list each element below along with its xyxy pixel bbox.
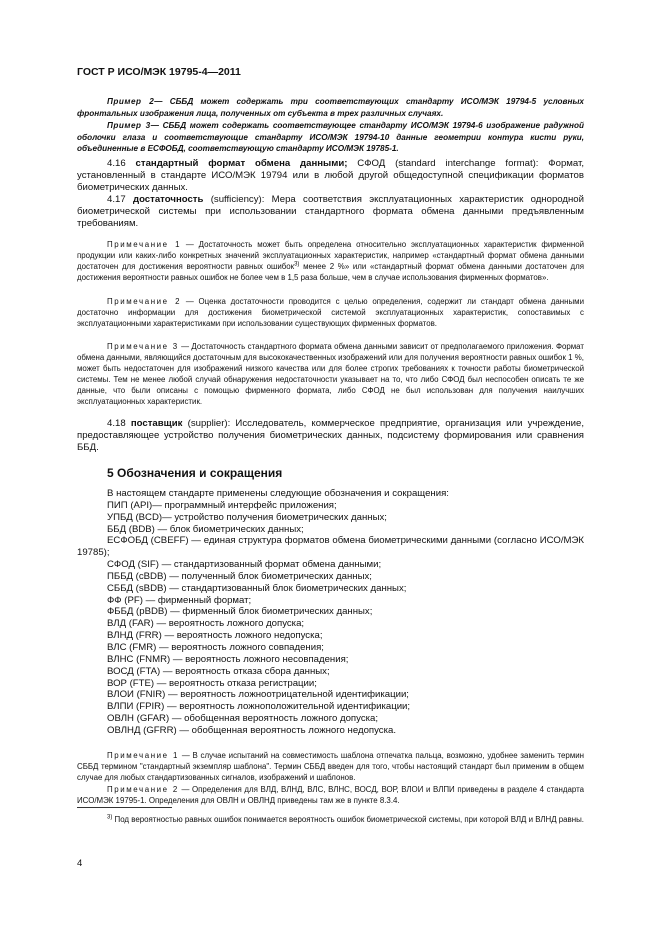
abbreviation-item: ББД (BDB) — блок биометрических данных; [107,523,304,535]
term-4-16-name: стандартный формат обмена данными; [135,158,348,169]
note-5-1-text: — В случае испытаний на совместимость шаблона отпечатка пальца, возможно, удобнее заменить термин СББД термином "стандартный экземпляр шаблона". Термин СББД введен для того, чтобы настоящий стандарт был применим в общем случае для любых стандартизованных сигналов, изображений и шаблонов. [77,751,585,782]
abbreviation-item: ВОСД (FTA) — вероятность отказа сбора данных; [107,665,330,677]
abbreviations-list [77,488,584,737]
term-4-17-definition: (sufficiency): Мера соответствия эксплуатационных характеристик однородной биометрической системы при использовании стандартного формата обмена данными предъявленным требованиям. [77,194,584,229]
footnote-mark: 3) [107,814,113,821]
example-3 [77,120,584,155]
footnote-ref: 3) [294,261,300,268]
note-5-2 [77,784,584,806]
example-2 [77,96,584,119]
note-5-1-label: Примечание 1 [107,751,180,760]
abbreviation-item: УПБД (BCD)— устройство получения биометрических данных; [107,511,387,523]
term-4-18-definition: (supplier): Исследователь, коммерческое предприятие, организация или учреждение, предоставляющее устройство получения биометрических данных, подсистему формирования или сравнения ББД. [77,418,584,453]
note-4-17-2-text: — Оценка достаточности проводится с целью определения, содержит ли стандарт обмена данными достаточно информации для достижения биометрической системой эксплуатационных характеристик, сопоставимых с эксплуатационными характеристиками при использовании существующих фирменных форматов. [77,297,585,328]
term-4-16-number: 4.16 [107,158,126,169]
abbreviation-item: ОВЛНД (GFRR) — обобщенная вероятность ложного недопуска. [107,724,397,736]
footnote-text: Под вероятностью равных ошибок понимается вероятность ошибок биометрической системы, при которой ВЛД и ВЛНД равны. [112,815,584,824]
page-header-title: ГОСТ Р ИСО/МЭК 19795-4—2011 [77,66,241,78]
note-4-17-2-label: Примечание 2 [107,297,182,306]
term-4-16-definition: СФОД (standard interchange format): Формат, установленный в стандарте ИСО/МЭК 19794 или в любой другой общедоступной спецификации форматов биометрических данных. [77,158,584,193]
abbreviation-item: СФОД (SIF) — стандартизованный формат обмена данными; [107,559,382,571]
note-4-17-1-text-b: менее 2 %» или «стандартный формат обмена данными достаточен для достижения вероятности равных ошибок не более чем в 1,5 раза больше, чем в случае использования фирменных форматов». [77,262,584,282]
term-4-16 [77,158,584,193]
abbreviation-item: ВОР (FTE) — вероятность отказа регистрации; [107,677,317,689]
abbreviations-intro: В настоящем стандарте применены следующие обозначения и сокращения: [107,488,449,499]
note-4-17-3 [77,341,584,407]
note-4-17-3-text: — Достаточность стандартного формата обмена данными зависит от предполагаемого приложения. Формат обмена данными, являющийся достаточным для высококачественных изображений или для получения вероятности равных ошибок 1 %, может быть недостаточен для изображений низкого качества или для более строгих требованиях к точности работы биометрической системы. Тем не менее любой случай обнаружения недостаточности указывает на то, что либо СФОД был неспособен описать те же данные, что были описаны с помощью фирменного формата, либо СФОД не был использован для получения наилучших эксплуатационных характеристик. [77,342,584,406]
note-4-17-3-label: Примечание 3 [107,342,179,351]
abbreviation-item: ФББД (pBDB) — фирменный блок биометрических данных; [107,606,373,618]
example-2-text: — СББД может содержать три соответствующих стандарту ИСО/МЭК 19794-5 условных фронтальных изображения лица, полученных от субъекта в трех различных случаях. [77,97,584,118]
term-4-18-name: поставщик [130,418,183,429]
abbreviation-item: ВЛНС (FNMR) — вероятность ложного несовпадения; [107,653,349,665]
note-5-1 [77,750,584,783]
note-5-2-label: Примечание 2 [107,785,179,794]
footnote [77,814,584,825]
note-4-17-2 [77,296,584,329]
note-4-17-1-label: Примечание 1 [107,240,182,249]
note-5-2-text: — Определения для ВЛД, ВЛНД, ВЛС, ВЛНС, ВОСД, ВОР, ВЛОИ и ВЛПИ приведены в разделе 4 стандарта ИСО/МЭК 19795-1. Определения для ОВЛН и ОВЛНД приведены там же в пункте 8.3.4. [77,785,585,805]
abbreviation-item: ВЛС (FMR) — вероятность ложного совпадения; [107,641,324,653]
term-4-18-number: 4.18 [107,418,126,429]
term-4-17-name: достаточность [132,194,204,205]
footnote-divider [77,807,172,808]
term-4-17 [77,194,584,229]
abbreviation-item: ВЛНД (FRR) — вероятность ложного недопуска; [107,630,323,642]
example-3-text: — СББД может содержать соответствующее стандарту ИСО/МЭК 19794-6 изображение радужной оболочки глаза и соответствующие стандарту ИСО/МЭК 19794-10 данные геометрии контура кисти руки, объединенные в ЕСФОБД, соответствующую стандарту ИСО/МЭК 19785-1. [77,121,584,153]
abbreviation-item: ЕСФОБД (CBEFF) — единая структура форматов обмена биометрическими данными (согласно ИСО/МЭК 19785); [77,535,584,559]
example-3-label: Пример 3 [107,121,151,130]
abbreviation-item: ВЛД (FAR) — вероятность ложного допуска; [107,618,305,630]
abbreviation-item: ФФ (PF) — фирменный формат; [107,594,252,606]
note-4-17-1 [77,239,584,283]
abbreviation-item: ПИП (API)— программный интерфейс приложения; [107,499,337,511]
abbreviation-item: СББД (sBDB) — стандартизованный блок биометрических данных; [107,582,407,594]
abbreviation-item: ВЛОИ (FNIR) — вероятность ложноотрицательной идентификации; [107,689,409,701]
note-4-17-1-text-a: — Достаточность может быть определена относительно эксплуатационных характеристик фирменной продукции или каких-либо конкретных значений эксплуатационных характеристик, например «стандартный формат обмена данными достаточен для достижения вероятности равных ошибок [77,240,584,271]
abbreviation-item: ВЛПИ (FPIR) — вероятность ложноположительной идентификации; [107,701,411,713]
section-5-heading: 5 Обозначения и сокращения [107,466,283,480]
term-4-17-number: 4.17 [107,194,126,205]
example-2-label: Пример 2 [107,97,155,106]
page-number: 4 [77,858,83,869]
term-4-18 [77,418,584,453]
abbreviation-item: ОВЛН (GFAR) — обобщенная вероятность ложного допуска; [107,713,379,725]
abbreviation-item: ПББД (cBDB) — полученный блок биометрических данных; [107,570,372,582]
